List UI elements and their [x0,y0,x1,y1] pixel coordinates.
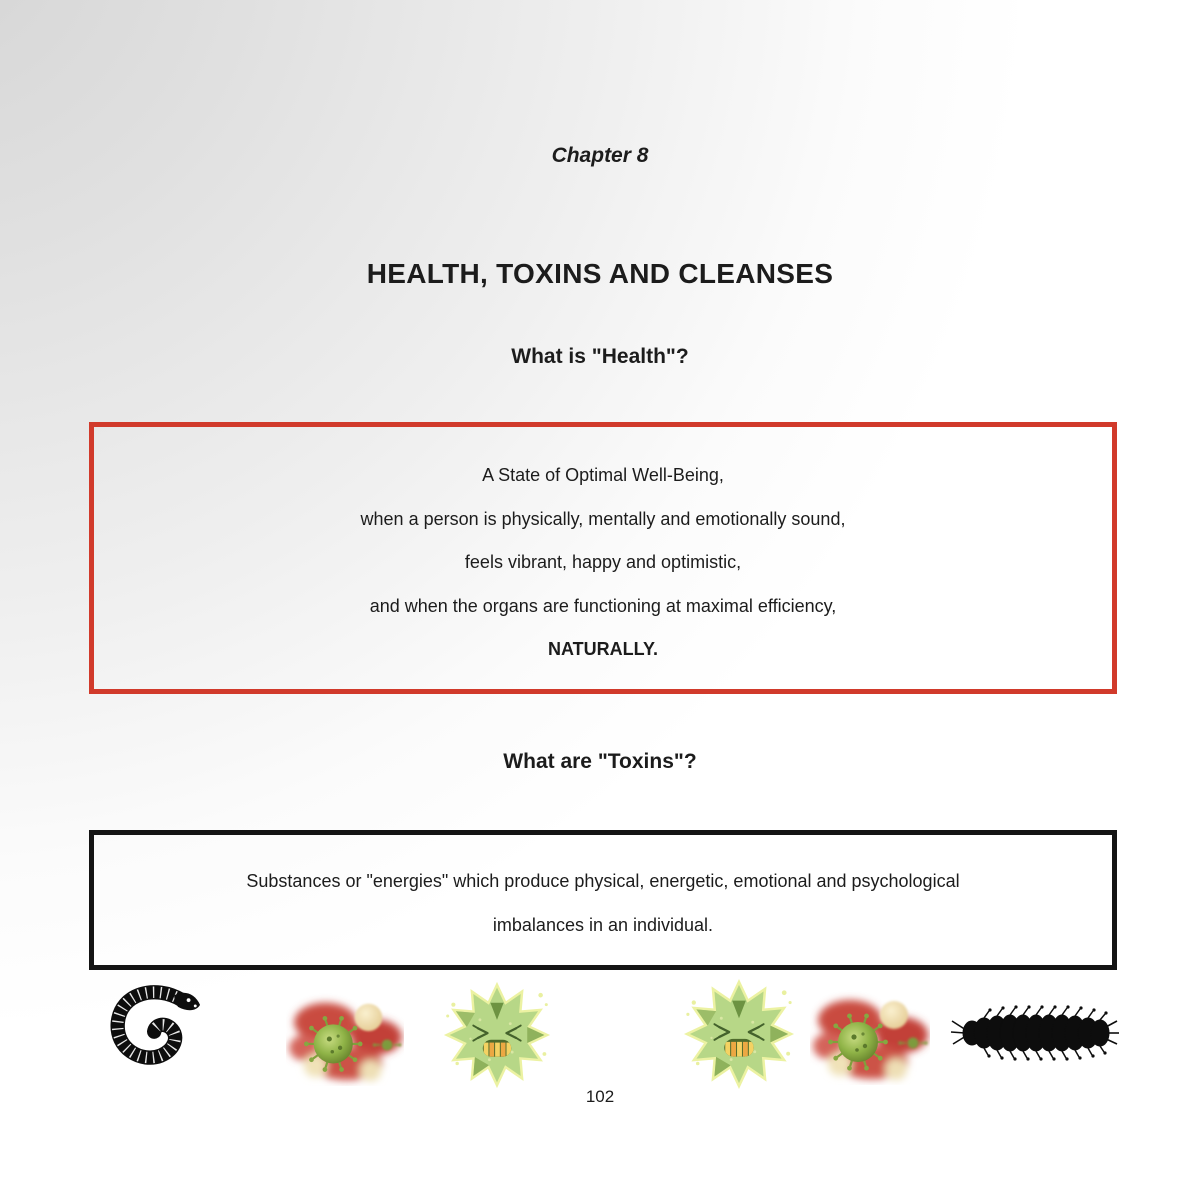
toxins-definition-line: imbalances in an individual. [492,915,714,935]
virus-red-blood-cells-icon [286,993,404,1086]
angry-virus-cartoon-icon [682,977,796,1091]
chapter-label: Chapter 8 [551,144,649,167]
toxins-section-heading: What are "Toxins"? [503,750,697,773]
page-number: 102 [585,1087,615,1106]
angry-virus-cartoon-icon [442,980,552,1090]
page-title: HEALTH, TOXINS AND CLEANSES [366,258,834,289]
health-definition-line: feels vibrant, happy and optimistic, [464,552,742,572]
health-section-heading: What is "Health"? [511,345,689,368]
health-definition-emphasis: NATURALLY. [547,639,658,659]
virus-red-blood-cells-icon [810,990,930,1085]
health-definition-line: when a person is physically, mentally and emotionally sound, [360,508,846,529]
health-definition-line: A State of Optimal Well-Being, [482,465,724,485]
toxins-definition-box [89,830,1117,970]
health-definition-box [89,422,1117,694]
toxins-definition-line: Substances or "energies" which produce physical, energetic, emotional and psychological [246,871,960,891]
curled-worm-parasite-icon [104,982,212,1068]
health-definition-line: and when the organs are functioning at maximal efficiency, [369,595,837,616]
caterpillar-parasite-icon [950,1000,1120,1066]
